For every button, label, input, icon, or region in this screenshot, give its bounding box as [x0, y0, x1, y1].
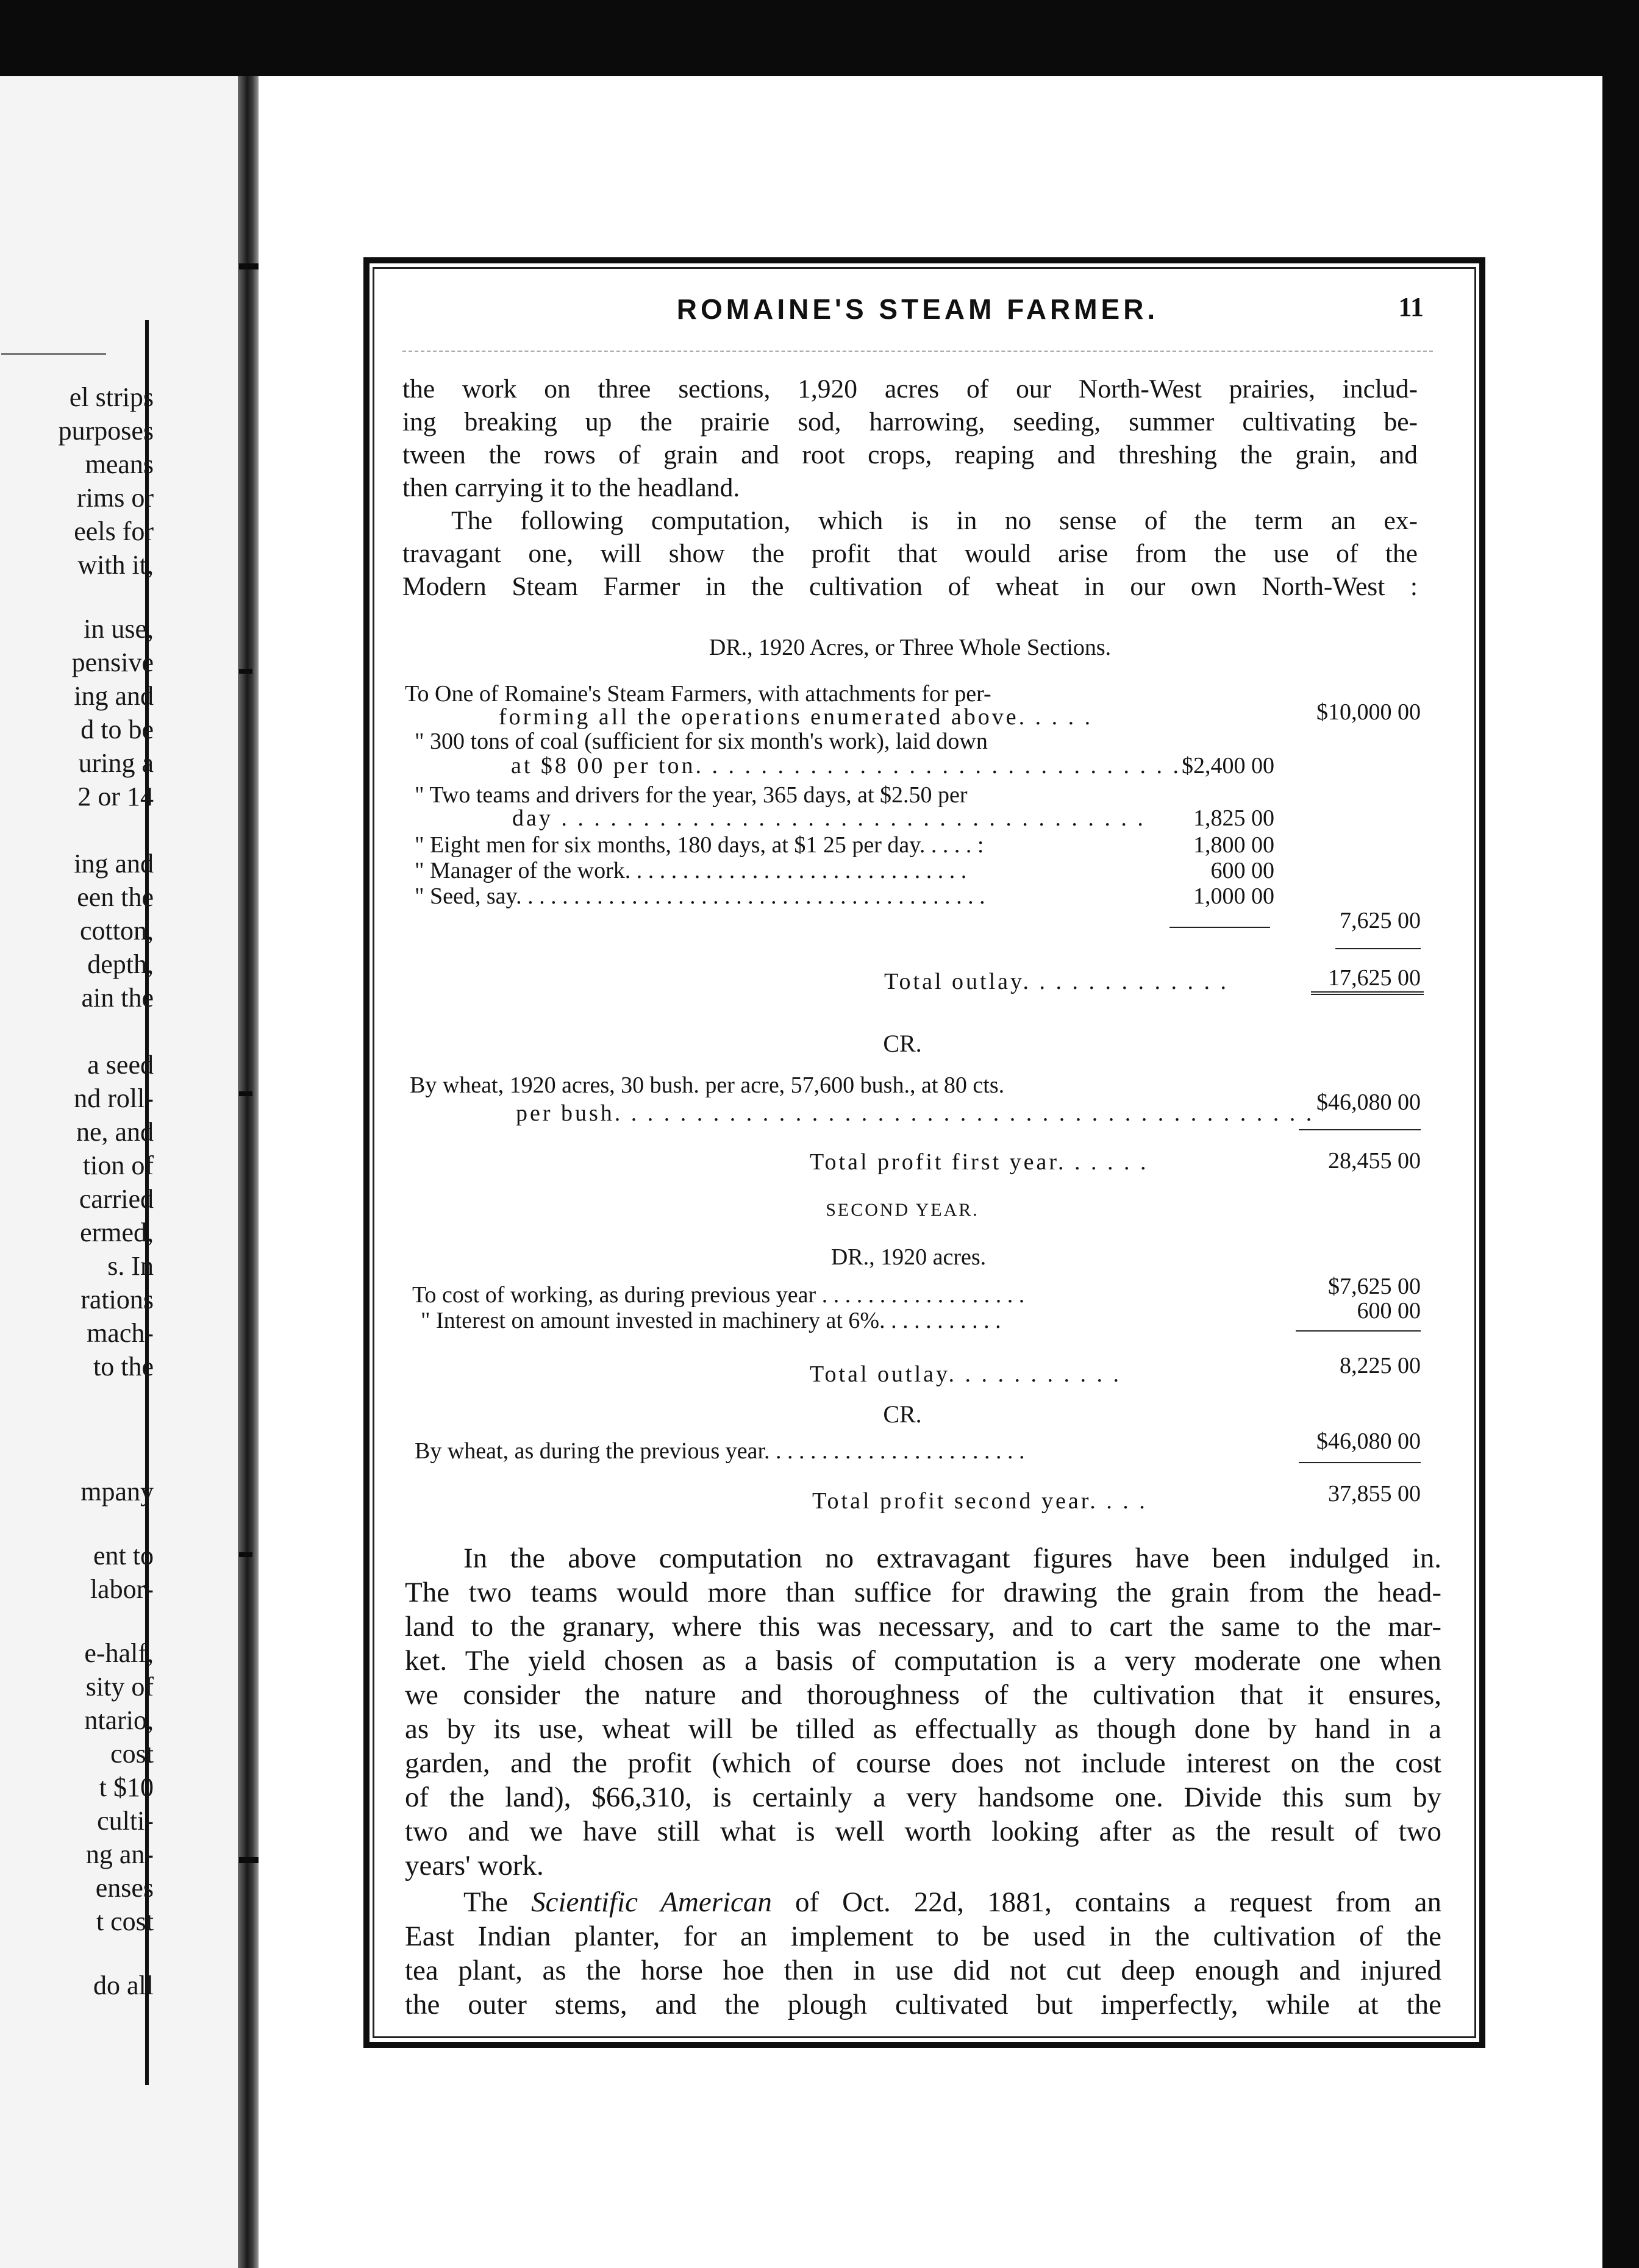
account-item-line: " Manager of the work. . . . . . . . . . . . . . . . . . . . . . . . . . . . . . [415, 858, 967, 883]
left-page-line: d to be [80, 715, 154, 744]
body-line: years' work. [405, 1850, 544, 1881]
body-line [463, 1886, 1441, 1918]
account-item-line: " 300 tons of coal (sufficient for six month's work), laid down [415, 729, 988, 754]
page-number: 11 [1398, 292, 1424, 322]
total-rule [1299, 1129, 1421, 1130]
account-item-line: forming all the operations enumerated above. . . . . [499, 704, 1093, 730]
left-page-line: mach- [87, 1318, 154, 1348]
scan-border-right [1602, 0, 1639, 2268]
body-line: garden, and the profit (which of course does not include interest on the cost [405, 1747, 1441, 1779]
credit-line: per bush. . . . . . . . . . . . . . . . . . . . . . . . . . . . . . . . . . . . . . . . . . . [516, 1100, 1315, 1126]
left-page-line: ne, and [76, 1117, 154, 1147]
intro-line: the work on three sections, 1,920 acres of our North-West prairies, includ- [402, 374, 1418, 404]
body-line: ket. The yield chosen as a basis of computation is a very moderate one when [405, 1645, 1441, 1677]
body-line: of the land), $66,310, is certainly a very handsome one. Divide this sum by [405, 1781, 1441, 1813]
profit-amount-year-one: 28,455 00 [1328, 1148, 1421, 1174]
account-item-line: day . . . . . . . . . . . . . . . . . . . . . . . . . . . . . . . . . . . . [512, 805, 1146, 831]
total-rule [1296, 1330, 1421, 1332]
publication-title: Scientific American [531, 1886, 772, 1918]
left-page-line: een the [77, 882, 154, 912]
left-page-line: to the [93, 1352, 154, 1382]
left-page-line: labor- [90, 1574, 154, 1604]
left-page-line: 2 or 14 [77, 782, 154, 811]
body-text: of Oct. 22d, 1881, contains a request from an [771, 1886, 1442, 1918]
total-rule [1299, 1462, 1421, 1463]
intro-line: The following computation, which is in no sense of the term an ex- [451, 506, 1418, 535]
body-line: as by its use, wheat will be tilled as effectually as though done by hand in a [405, 1713, 1441, 1745]
left-page-line: e-half, [84, 1638, 154, 1668]
body-line: East Indian planter, for an implement to be used in the cultivation of the [405, 1920, 1441, 1952]
credit-amount-year-two: $46,080 00 [1316, 1428, 1421, 1454]
account-item-line: To One of Romaine's Steam Farmers, with attachments for per- [405, 681, 991, 707]
left-page-line: with it, [77, 550, 154, 580]
cr-heading-year-two: CR. [883, 1400, 922, 1428]
profit-label-year-two: Total profit second year. . . . [812, 1488, 1148, 1514]
left-page-line: t cost [96, 1906, 154, 1936]
left-page-line: cost [110, 1739, 154, 1769]
left-page-line: cotton, [80, 916, 154, 946]
account-sub-amount: 1,825 00 [1193, 805, 1274, 831]
credit-amount: $46,080 00 [1316, 1089, 1421, 1115]
left-page-line: in use, [84, 614, 154, 644]
dr-heading-year-two: DR., 1920 acres. [830, 1244, 987, 1270]
credit-line: By wheat, 1920 acres, 30 bush. per acre, 57,600 bush., at 80 cts. [410, 1072, 1005, 1098]
body-line: we consider the nature and thoroughness of the cultivation that it ensures, [405, 1679, 1441, 1711]
left-page-line: ent to [93, 1541, 154, 1571]
left-page-line: ntario, [84, 1705, 154, 1735]
account-item-line: To cost of working, as during previous year . . . . . . . . . . . . . . . . . . [412, 1282, 1025, 1308]
account-total-amount: 600 00 [1357, 1298, 1421, 1324]
left-page-line: t $10 [99, 1772, 154, 1802]
left-page-line: ermed, [80, 1218, 154, 1247]
intro-line: ing breaking up the prairie sod, harrowing, seeding, summer cultivating be- [402, 407, 1418, 437]
left-page-line: eels for [74, 516, 154, 546]
gutter-mark [239, 1091, 252, 1096]
total-outlay-amount-year-two: 8,225 00 [1340, 1353, 1421, 1378]
book-gutter [238, 76, 259, 2268]
left-page-line: ing and [74, 681, 154, 711]
left-page-line: rations [80, 1285, 154, 1314]
account-sub-amount: $2,400 00 [1182, 753, 1274, 779]
left-page-line: do all [93, 1970, 154, 2000]
account-item-line: " Seed, say. . . . . . . . . . . . . . . . . . . . . . . . . . . . . . . . . . . . . . . . . [415, 883, 985, 909]
gutter-mark [239, 1552, 252, 1557]
body-line: tea plant, as the horse hoe then in use did not cut deep enough and injured [405, 1955, 1441, 1986]
left-page-line: carried [79, 1184, 154, 1214]
left-page-line: means [85, 449, 154, 479]
account-sub-amount: 600 00 [1210, 858, 1274, 883]
left-page-line: ain the [81, 983, 154, 1013]
cr-heading-year-one: CR. [883, 1030, 922, 1057]
left-page-line: s. In [107, 1251, 154, 1281]
body-line: The two teams would more than suffice for drawing the grain from the head- [405, 1577, 1441, 1608]
account-item-line: " Interest on amount invested in machinery at 6%. . . . . . . . . . . [421, 1308, 1001, 1333]
left-page-line: enses [95, 1873, 154, 1903]
left-page-line: rims or [77, 483, 154, 513]
profit-label-year-one: Total profit first year. . . . . . [810, 1149, 1149, 1175]
subtotal-amount: 7,625 00 [1340, 908, 1421, 933]
total-outlay-label-year-two: Total outlay. . . . . . . . . . . [810, 1361, 1122, 1387]
left-page-line: culti- [97, 1806, 154, 1836]
total-outlay-label: Total outlay. . . . . . . . . . . . . [884, 969, 1229, 994]
gutter-mark [239, 669, 252, 674]
body-text: The [463, 1886, 532, 1918]
intro-line: tween the rows of grain and root crops, reaping and threshing the grain, and [402, 440, 1418, 469]
dr-heading-year-one: DR., 1920 Acres, or Three Whole Sections. [709, 635, 1112, 660]
left-page-rule [1, 353, 106, 355]
account-sub-amount: 1,000 00 [1193, 883, 1274, 909]
left-page-line: ng an- [85, 1839, 154, 1869]
left-page-line: mpany [80, 1477, 154, 1507]
second-year-heading: SECOND YEAR. [826, 1200, 979, 1220]
total-outlay-amount: 17,625 00 [1328, 965, 1421, 991]
left-page-line: pensive [71, 647, 154, 677]
left-page-line: a seed [87, 1050, 154, 1080]
running-head: ROMAINE'S STEAM FARMER. [676, 293, 1159, 325]
total-double-rule [1311, 991, 1424, 995]
body-line: In the above computation no extravagant figures have been indulged in. [463, 1542, 1441, 1574]
left-page-line: sity of [85, 1672, 154, 1702]
left-page-line: ing and [74, 849, 154, 879]
credit-line: By wheat, as during the previous year. . . . . . . . . . . . . . . . . . . . . . . [415, 1438, 1025, 1464]
header-rule [402, 351, 1433, 352]
body-line: the outer stems, and the plough cultivated but imperfectly, while at the [405, 1989, 1441, 2020]
account-item-line: at $8 00 per ton. . . . . . . . . . . . . . . . . . . . . . . . . . . . . . [511, 753, 1182, 779]
left-page-line: tion of [82, 1150, 154, 1180]
intro-line: Modern Steam Farmer in the cultivation of wheat in our own North-West : [402, 572, 1418, 601]
scan-border-top [0, 0, 1639, 76]
total-rule [1335, 948, 1421, 949]
left-page-line: depth, [87, 949, 154, 979]
body-line: land to the granary, where this was necessary, and to cart the same to the mar- [405, 1611, 1441, 1642]
account-total-amount: $10,000 00 [1316, 699, 1421, 725]
profit-amount-year-two: 37,855 00 [1328, 1481, 1421, 1507]
left-page-line: purposes [58, 416, 154, 446]
account-item-line: " Eight men for six months, 180 days, at $1 25 per day. . . . . : [415, 832, 984, 858]
account-total-amount: $7,625 00 [1328, 1274, 1421, 1299]
body-line: two and we have still what is well worth looking after as the result of two [405, 1816, 1441, 1847]
intro-line: then carrying it to the headland. [402, 473, 740, 502]
left-page-line: nd roll- [74, 1083, 154, 1113]
account-item-line: " Two teams and drivers for the year, 365 days, at $2.50 per [415, 782, 968, 808]
intro-line: travagant one, will show the profit that would arise from the use of the [402, 539, 1418, 568]
left-page-line: uring a [78, 748, 154, 778]
account-sub-amount: 1,800 00 [1193, 832, 1274, 858]
left-page-line: el strips [69, 382, 154, 412]
